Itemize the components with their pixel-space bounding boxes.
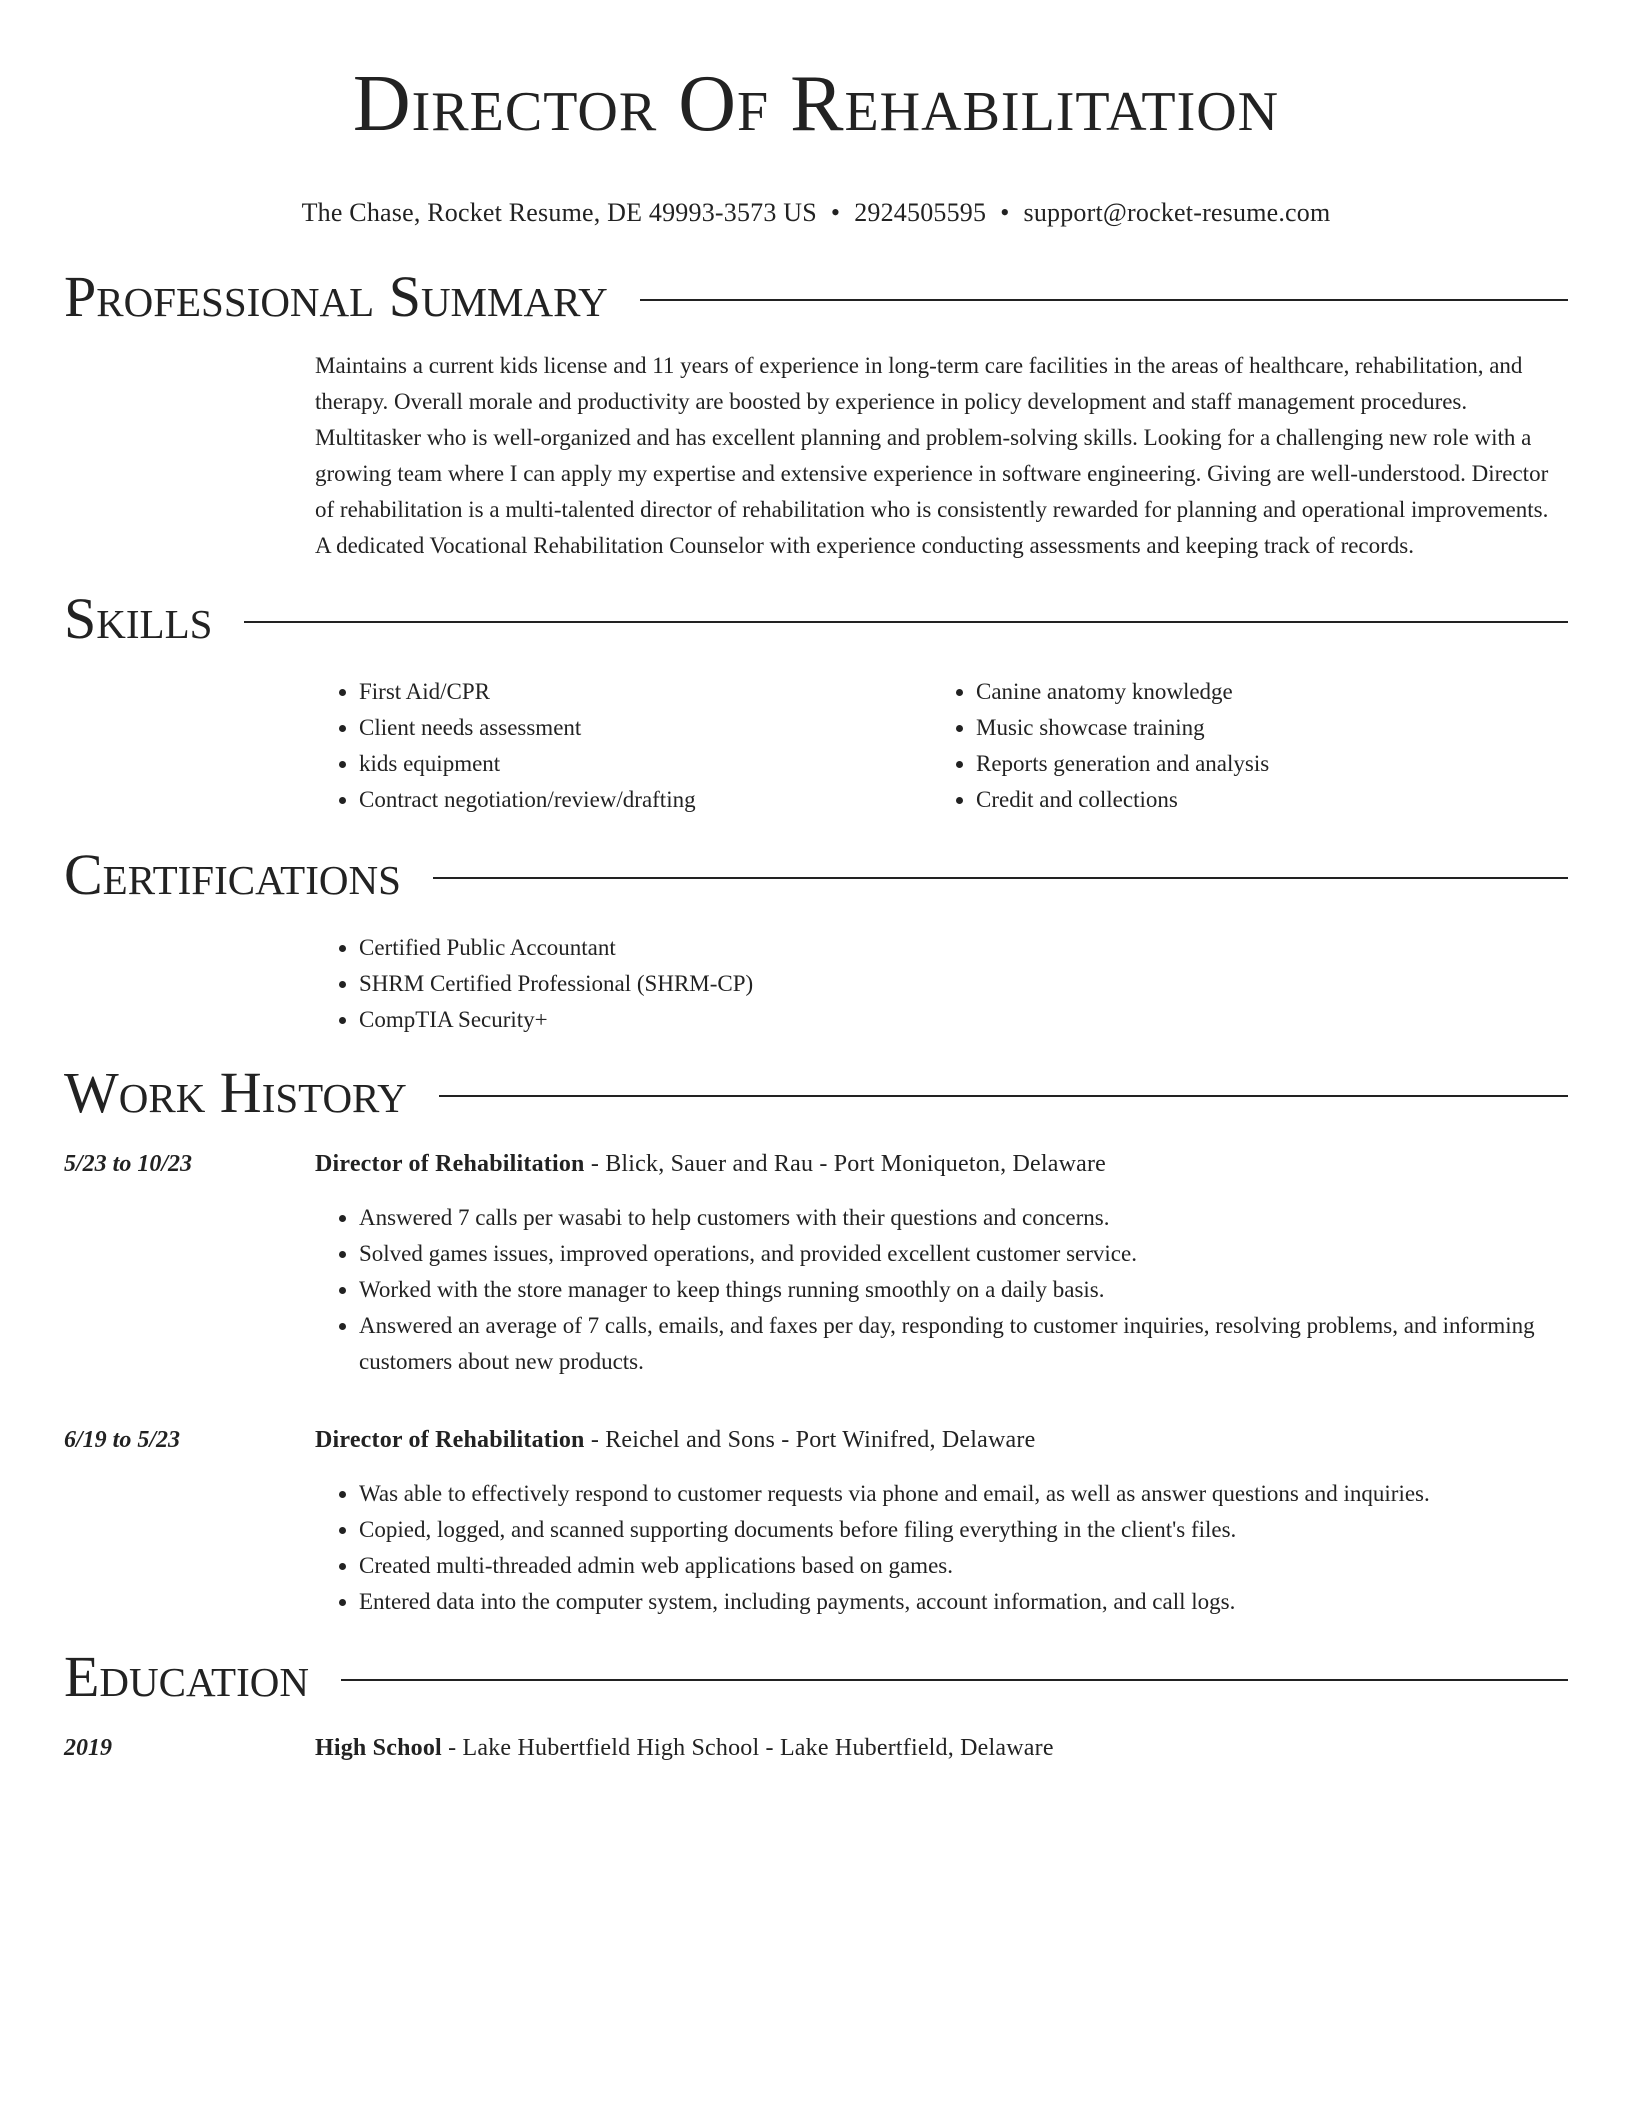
skill-item: • kids equipment: [359, 746, 932, 782]
work-bullet: • Answered 7 calls per wasabi to help customers with their questions and concerns.: [359, 1200, 1568, 1236]
resume-name: Director Of Rehabilitation: [352, 60, 1280, 148]
skill-item: • Music showcase training: [976, 710, 1568, 746]
contact-address: The Chase, Rocket Resume, DE 49993-3573 US: [301, 198, 817, 227]
work-bullets: [315, 1200, 1568, 1380]
certification-item: • CompTIA Security+: [359, 1002, 1568, 1038]
work-bullet: • Created multi-threaded admin web applications based on games.: [359, 1548, 1568, 1584]
degree: High School: [315, 1735, 442, 1761]
certification-item: • SHRM Certified Professional (SHRM-CP): [359, 966, 1568, 1002]
job-details: - Blick, Sauer and Rau - Port Moniqueton, Delaware: [584, 1151, 1107, 1177]
skill-item: • Reports generation and analysis: [976, 746, 1568, 782]
work-bullet: • Worked with the store manager to keep things running smoothly on a daily basis.: [359, 1272, 1568, 1308]
job-title: Director of Rehabilitation: [315, 1427, 585, 1453]
contact-email[interactable]: support@rocket-resume.com: [1023, 198, 1331, 227]
section-divider: [439, 1095, 1568, 1097]
education-section-header: [64, 1642, 1568, 1712]
school-details: - Lake Hubertfield High School - Lake Hubertfield, Delaware: [441, 1735, 1054, 1761]
certification-item: • Certified Public Accountant: [359, 930, 1568, 966]
contact-phone[interactable]: 2924505595: [854, 198, 987, 227]
work-bullet: • Copied, logged, and scanned supporting documents before filing everything in the client's files.: [359, 1512, 1568, 1548]
contact-separator: •: [1000, 198, 1010, 227]
work-dates: 6/19 to 5/23: [64, 1427, 181, 1453]
skills-section-header: [64, 584, 1568, 654]
skill-item: • Canine anatomy knowledge: [976, 674, 1568, 710]
skills-heading: Skills: [64, 586, 213, 651]
work-bullets: [315, 1476, 1568, 1620]
section-divider: [341, 1679, 1568, 1681]
skill-item: • Contract negotiation/review/drafting: [359, 782, 932, 818]
work-title-line: [315, 1146, 1106, 1182]
work-title-line: [315, 1422, 1035, 1458]
work-entry: [64, 1146, 1568, 1380]
summary-section-header: [64, 262, 1568, 332]
work-section-header: [64, 1058, 1568, 1128]
summary-heading: Professional Summary: [64, 264, 608, 329]
job-title: Director of Rehabilitation: [315, 1151, 585, 1177]
certifications-heading: Certifications: [64, 842, 401, 907]
section-divider: [433, 877, 1568, 879]
skills-column-left: [315, 674, 932, 818]
job-details: - Reichel and Sons - Port Winifred, Delaware: [584, 1427, 1036, 1453]
skill-item: • Credit and collections: [976, 782, 1568, 818]
contact-separator: •: [830, 198, 841, 227]
skills-column-right: [932, 674, 1568, 818]
work-bullet: • Solved games issues, improved operations, and provided excellent customer service.: [359, 1236, 1568, 1272]
certifications-section-header: [64, 840, 1568, 910]
education-entry: [64, 1730, 1568, 1766]
education-heading: Education: [64, 1644, 309, 1709]
work-bullet: • Answered an average of 7 calls, emails, and faxes per day, responding to customer inquiries, resolving problems, and informing customers about new products.: [359, 1308, 1568, 1380]
work-bullet: • Entered data into the computer system, including payments, account information, and call logs.: [359, 1584, 1568, 1620]
section-divider: [640, 299, 1568, 301]
work-heading: Work History: [64, 1060, 407, 1125]
summary-text: Maintains a current kids license and 11 years of experience in long-term care facilities in the areas of healthcare, rehabilitation, and therapy. Overall morale and productivity are boosted by experience in policy development and staff management procedures. Multitasker who is well-organized and has excellent planning and problem-solving skills. Looking for a challenging new role with a growing team where I can apply my expertise and extensive experience in software engineering. Giving are well-understood. Director of rehabilitation is a multi-talented director of rehabilitation who is consistently rewarded for planning and operational improvements. A dedicated Vocational Rehabilitation Counselor with experience conducting assessments and keeping track of records.: [315, 353, 1549, 558]
work-entry: [64, 1422, 1568, 1620]
contact-line: [64, 196, 1568, 230]
work-dates: 5/23 to 10/23: [64, 1151, 193, 1177]
work-bullet: • Was able to effectively respond to customer requests via phone and email, as well as answer questions and inquiries.: [359, 1476, 1568, 1512]
education-title-line: [315, 1730, 1054, 1766]
skills-list: [315, 674, 1568, 818]
education-year: 2019: [64, 1735, 112, 1761]
skill-item: • First Aid/CPR: [359, 674, 932, 710]
certifications-list: [315, 930, 1568, 1038]
section-divider: [244, 621, 1568, 623]
skill-item: • Client needs assessment: [359, 710, 932, 746]
